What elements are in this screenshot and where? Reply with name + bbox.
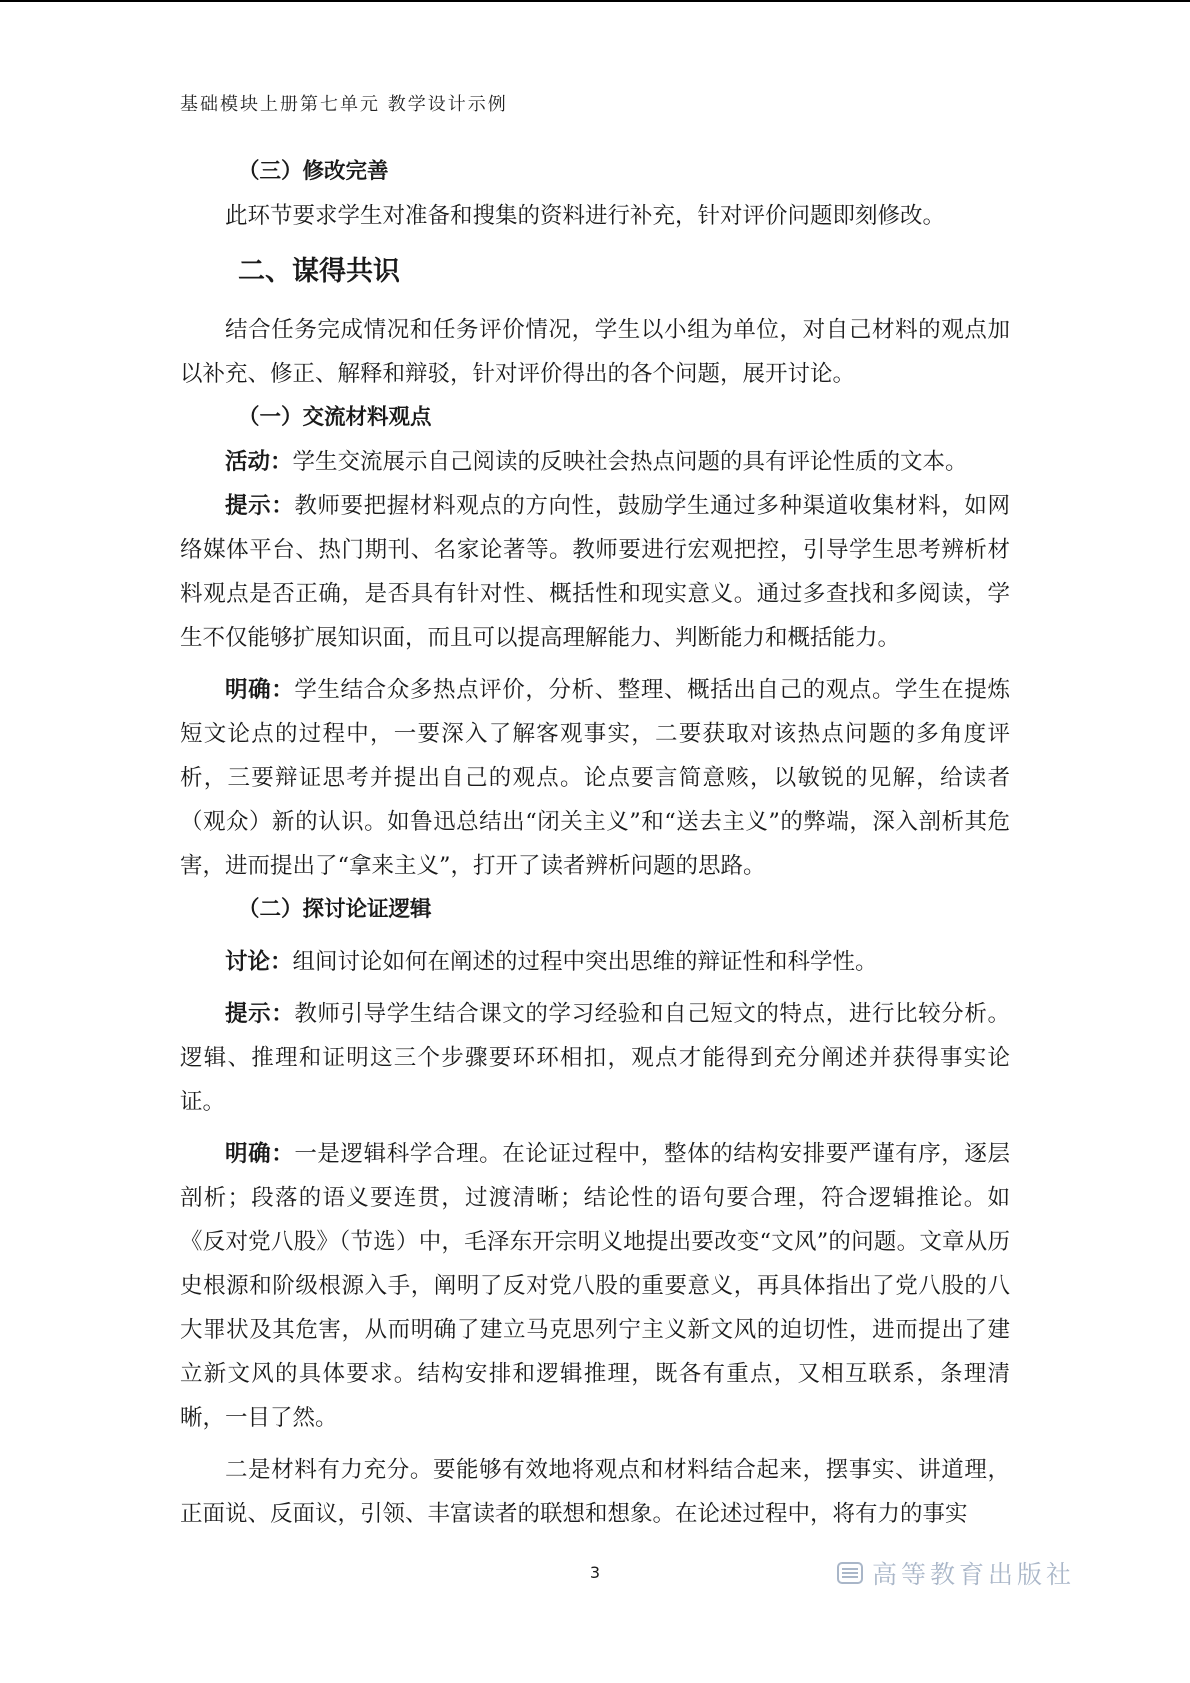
paragraph-label: 活动： <box>225 449 293 475</box>
paragraph: 此环节要求学生对准备和搜集的资料进行补充，针对评价问题即刻修改。 <box>225 203 946 229</box>
page-body <box>180 150 1010 1536</box>
paragraph-text: 组间讨论如何在阐述的过程中突出思维的辩证性和科学性。 <box>292 949 878 975</box>
page-number: 3 <box>589 1563 601 1582</box>
subsection-heading: （一）交流材料观点 <box>238 405 432 430</box>
top-rule <box>0 0 1190 2</box>
paragraph-label: 明确： <box>225 1141 295 1167</box>
subsection-heading: （二）探讨论证逻辑 <box>238 897 432 922</box>
paragraph <box>180 668 1010 888</box>
paragraph-text: 教师要把握材料观点的方向性，鼓励学生通过多种渠道收集材料，如网络媒体平台、热门期刊、名家论著等。教师要进行宏观把控，引导学生思考辨析材料观点是否正确，是否具有针对性、概括性和现实意义。通过多查找和多阅读，学生不仅能够扩展知识面，而且可以提高理解能力、判断能力和概括能力。 <box>180 493 1010 651</box>
paragraph-label: 讨论： <box>225 949 293 975</box>
subsection-heading: （三）修改完善 <box>238 159 389 184</box>
paragraph <box>180 440 1010 484</box>
paragraph-text: 学生交流展示自己阅读的反映社会热点问题的具有评论性质的文本。 <box>292 449 968 475</box>
hep-logo-icon <box>836 1560 864 1586</box>
publisher-name: 高等教育出版社 <box>872 1560 1076 1589</box>
paragraph <box>180 992 1010 1124</box>
paragraph-text: 学生结合众多热点评价，分析、整理、概括出自己的观点。学生在提炼短文论点的过程中，一要深入了解客观事实，二要获取对该热点问题的多角度评析，三要辩证思考并提出自己的观点。论点要言简意赅，以敏锐的见解，给读者（观众）新的认识。如鲁迅总结出“闭关主义”和“送去主义”的弊端，深入剖析其危害，进而提出了“拿来主义”，打开了读者辨析问题的思路。 <box>180 677 1010 879</box>
paragraph <box>180 1132 1010 1440</box>
paragraph-text: 一是逻辑科学合理。在论证过程中，整体的结构安排要严谨有序，逐层剖析；段落的语义要连贯，过渡清晰；结论性的语句要合理，符合逻辑推论。如《反对党八股》（节选）中，毛泽东开宗明义地提出要改变“文风”的问题。文章从历史根源和阶级根源入手，阐明了反对党八股的重要意义，再具体指出了党八股的八大罪状及其危害，从而明确了建立马克思列宁主义新文风的迫切性，进而提出了建立新文风的具体要求。结构安排和逻辑推理，既各有重点，又相互联系，条理清晰，一目了然。 <box>180 1141 1010 1431</box>
publisher-logo <box>836 1555 1075 1591</box>
paragraph <box>180 484 1010 660</box>
paragraph-label: 明确： <box>225 677 295 703</box>
paragraph-label: 提示： <box>225 1001 295 1027</box>
paragraph-label: 提示： <box>225 493 295 519</box>
paragraph: 结合任务完成情况和任务评价情况，学生以小组为单位，对自己材料的观点加以补充、修正、解释和辩驳，针对评价得出的各个问题，展开讨论。 <box>180 317 1010 387</box>
running-header: 基础模块上册第七单元 教学设计示例 <box>180 94 508 115</box>
section-heading: 二、谋得共识 <box>238 256 400 287</box>
paragraph-text: 教师引导学生结合课文的学习经验和自己短文的特点，进行比较分析。逻辑、推理和证明这三个步骤要环环相扣，观点才能得到充分阐述并获得事实论证。 <box>180 1001 1010 1115</box>
paragraph: 二是材料有力充分。要能够有效地将观点和材料结合起来，摆事实、讲道理，正面说、反面议，引领、丰富读者的联想和想象。在论述过程中，将有力的事实 <box>180 1457 1010 1527</box>
paragraph <box>180 940 1010 984</box>
